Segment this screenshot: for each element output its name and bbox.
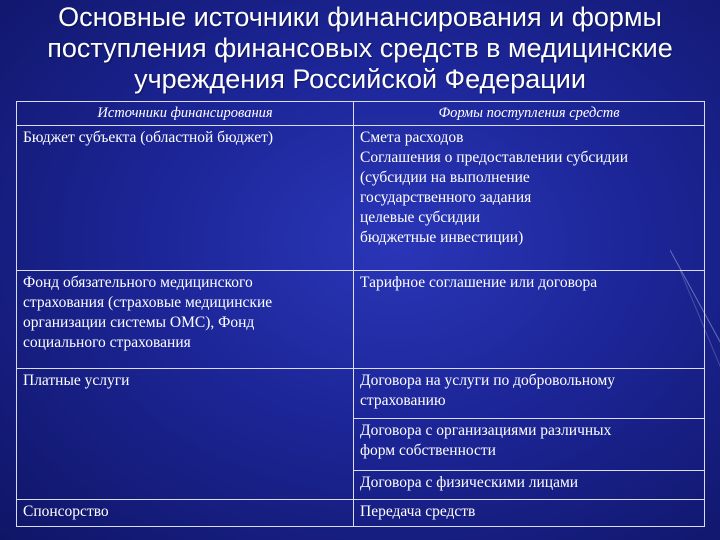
- slide-title: [10, 2, 710, 95]
- header-forms: Формы поступления средств: [354, 102, 705, 126]
- cell-line: Спонсорство: [23, 503, 109, 520]
- cell-line: Фонд обязательного медицинского: [23, 274, 253, 291]
- forms-cell: [354, 126, 705, 271]
- cell-line: Передача средств: [360, 503, 476, 520]
- title-line-3: учреждения Российской Федерации: [134, 64, 586, 94]
- cell-line: (субсидии на выполнение: [360, 169, 530, 186]
- cell-line: форм собственности: [360, 442, 496, 459]
- cell-line: Смета расходов: [360, 129, 464, 146]
- cell-line: Тарифное соглашение или договора: [360, 274, 598, 291]
- source-cell: [17, 126, 354, 271]
- forms-cell: [354, 471, 705, 500]
- source-cell: [17, 369, 354, 500]
- header-sources: Источники финансирования: [17, 102, 354, 126]
- forms-cell: [354, 369, 705, 419]
- source-cell: [17, 271, 354, 369]
- table-header-row: [17, 102, 705, 126]
- cell-line: социального страхования: [23, 334, 191, 351]
- table-row: [17, 126, 705, 271]
- financing-table: [16, 101, 705, 527]
- table-row: [17, 500, 705, 527]
- cell-line: страхованию: [360, 392, 446, 409]
- cell-line: государственного задания: [360, 189, 532, 206]
- forms-cell: [354, 271, 705, 369]
- cell-line: Договора с организациями различных: [360, 422, 612, 439]
- cell-line: Бюджет субъекта (областной бюджет): [23, 129, 274, 146]
- cell-line: Договора с физическими лицами: [360, 474, 579, 491]
- forms-cell: [354, 419, 705, 471]
- cell-line: целевые субсидии: [360, 209, 481, 226]
- cell-line: Соглашения о предоставлении субсидии: [360, 149, 629, 166]
- table-row: [17, 271, 705, 369]
- source-cell: [17, 500, 354, 527]
- title-line-2: поступления финансовых средств в медицинские: [47, 33, 673, 63]
- cell-line: организации системы ОМС), Фонд: [23, 314, 255, 331]
- table-row: [17, 369, 705, 419]
- title-line-1: Основные источники финансирования и формы: [58, 2, 662, 32]
- forms-cell: [354, 500, 705, 527]
- cell-line: бюджетные инвестиции): [360, 229, 524, 246]
- cell-line: Платные услуги: [23, 372, 130, 389]
- cell-line: страхования (страховые медицинские: [23, 294, 273, 311]
- cell-line: Договора на услуги по добровольному: [360, 372, 616, 389]
